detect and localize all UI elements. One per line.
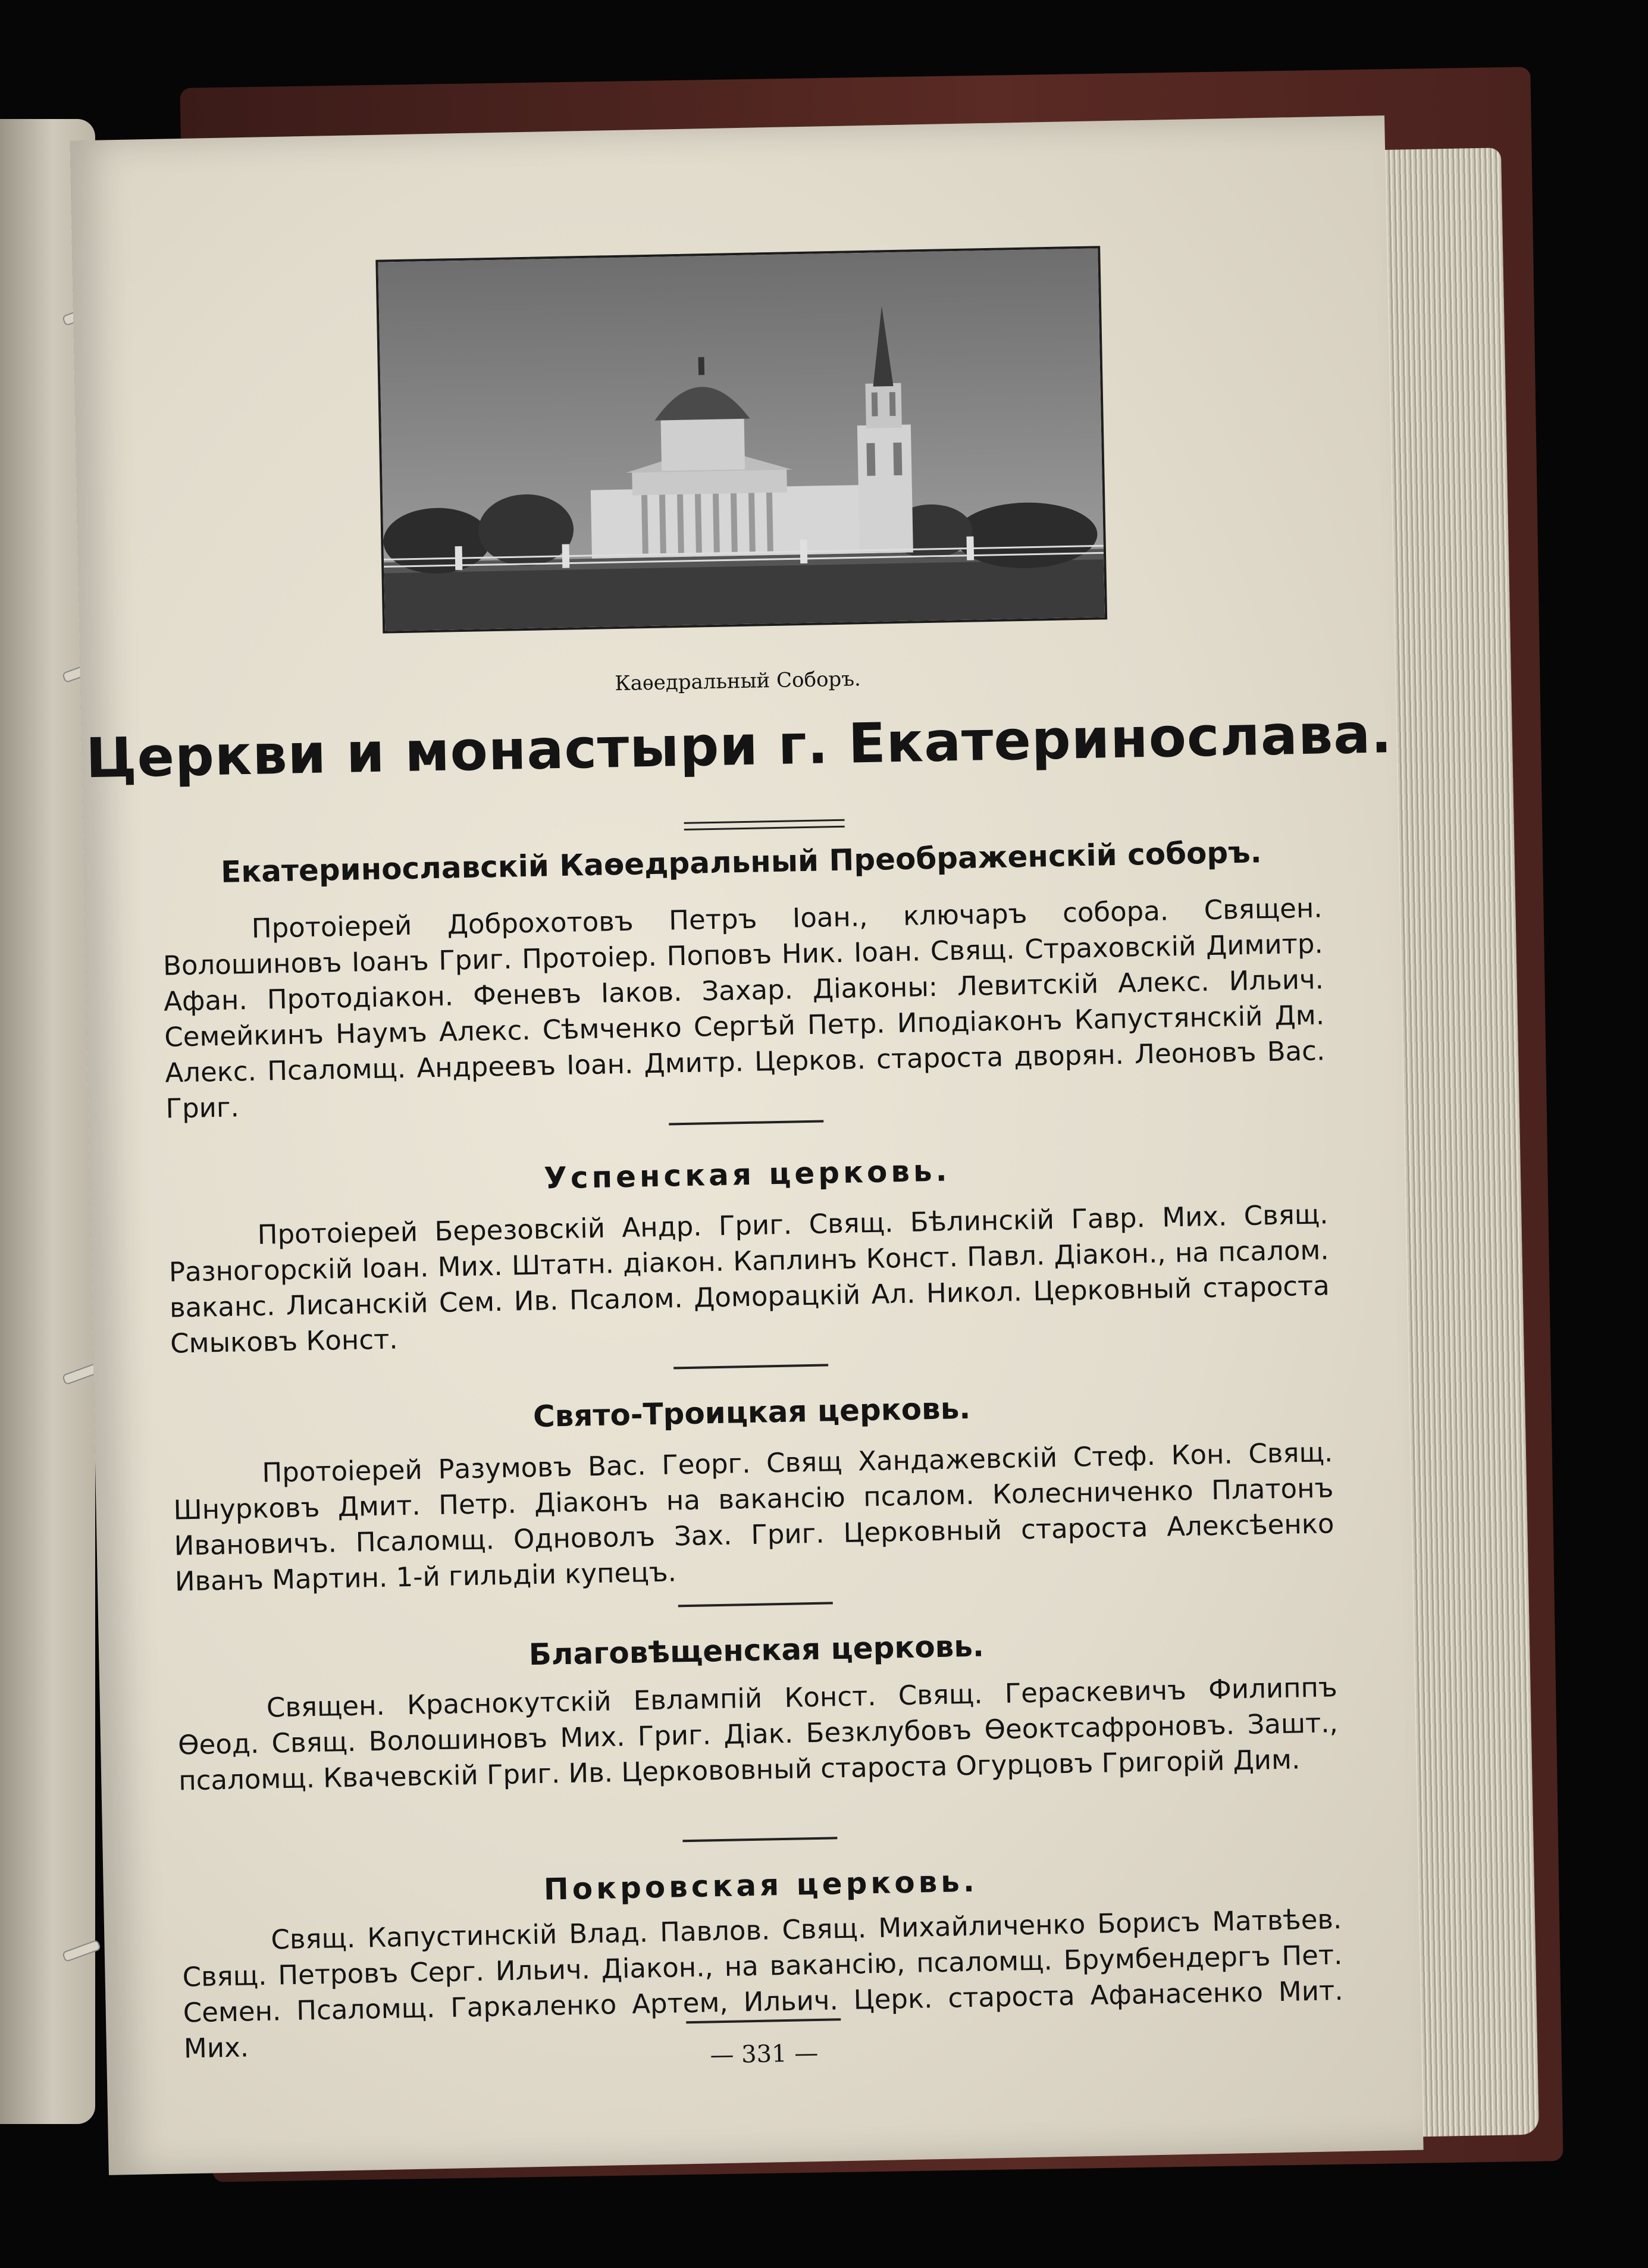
section-heading: Благовѣщенская церковь. — [528, 1628, 985, 1672]
section-divider — [678, 1602, 833, 1607]
section-heading: Свято-Троицкая церковь. — [532, 1390, 971, 1434]
section-body: Протоіерей Березовскій Андр. Григ. Свящ. Бѣлинскій Гавр. Мих. Свящ. Разногорскій Іоан. Мих. Штатн. діакон. Каплинъ Конст. Павл. Діакон., на псалом. ваканс. Лисанскій Сем. Ив. Псалом. Доморацкій Ал. Никол. Церковный староста Смыковъ Конст. — [168, 1198, 1330, 1359]
section-divider — [673, 1364, 828, 1369]
page-title: Церкви и монастыри г. Екатеринослава. — [85, 701, 1393, 791]
title-divider — [684, 819, 845, 831]
section-divider — [682, 1837, 837, 1842]
section-body: Протоіерей Доброхотовъ Петръ Іоан., ключаръ собора. Священ. Волошиновъ Іоанъ Григ. Протоіер. Поповъ Ник. Іоан. Свящ. Страховскій Димитр. Афан. Протодіакон. Феневъ Іаков. Захар. Діаконы: Левитскій Алекс. Ильич. Семейкинъ Наумъ Алекс. Сѣмченко Сергѣй Петр. Иподіаконъ Капустянскій Дм. Алекс. Псаломщ. Андреевъ Іоан. Дмитр. Церков. староста дворян. Леоновъ Вас. Григ. — [162, 892, 1326, 1124]
section-divider — [669, 1120, 823, 1126]
photo-caption: Каѳедральный Соборъ. — [614, 667, 861, 696]
page-number: — 331 — — [710, 2039, 819, 2069]
book-page — [70, 115, 1423, 2175]
section-heading: Екатеринославскій Каѳедральный Преображенскій соборъ. — [220, 835, 1262, 889]
section-body: Свящ. Капустинскій Влад. Павлов. Свящ. Михайличенко Борисъ Матвѣев. Свящ. Петровъ Серг. Ильич. Діакон., на вакансію, псаломщ. Брумбендергъ Пет. Семен. Псаломщ. Гаркаленко Артем, Ильич. Церк. староста Афанасенко Мит. Мих. — [182, 1903, 1343, 2065]
section-body: Священ. Краснокутскій Евлампій Конст. Свящ. Гераскевичъ Филиппъ Ѳеод. Свящ. Волошиновъ Мих. Григ. Діак. Безклубовъ Ѳеоктсафроновъ. Зашт., псаломщ. Квачевскій Григ. Ив. Церкововный староста Огурцовъ Григорій Дим. — [177, 1671, 1339, 1797]
section-heading: Успенская церковь. — [543, 1153, 951, 1196]
section-heading: Покровская церковь. — [543, 1863, 979, 1907]
cathedral-photo — [375, 246, 1107, 633]
section-body: Протоіерей Разумовъ Вас. Георг. Свящ Хандажевскій Стеф. Кон. Свящ. Шнурковъ Дмит. Петр. Діаконъ на вакансію псалом. Колесниченко Платонъ Ивановичъ. Псаломщ. Одноволъ Зах. Григ. Церковный староста Алексѣенко Иванъ Мартин. 1-й гильдіи купецъ. — [173, 1436, 1334, 1597]
